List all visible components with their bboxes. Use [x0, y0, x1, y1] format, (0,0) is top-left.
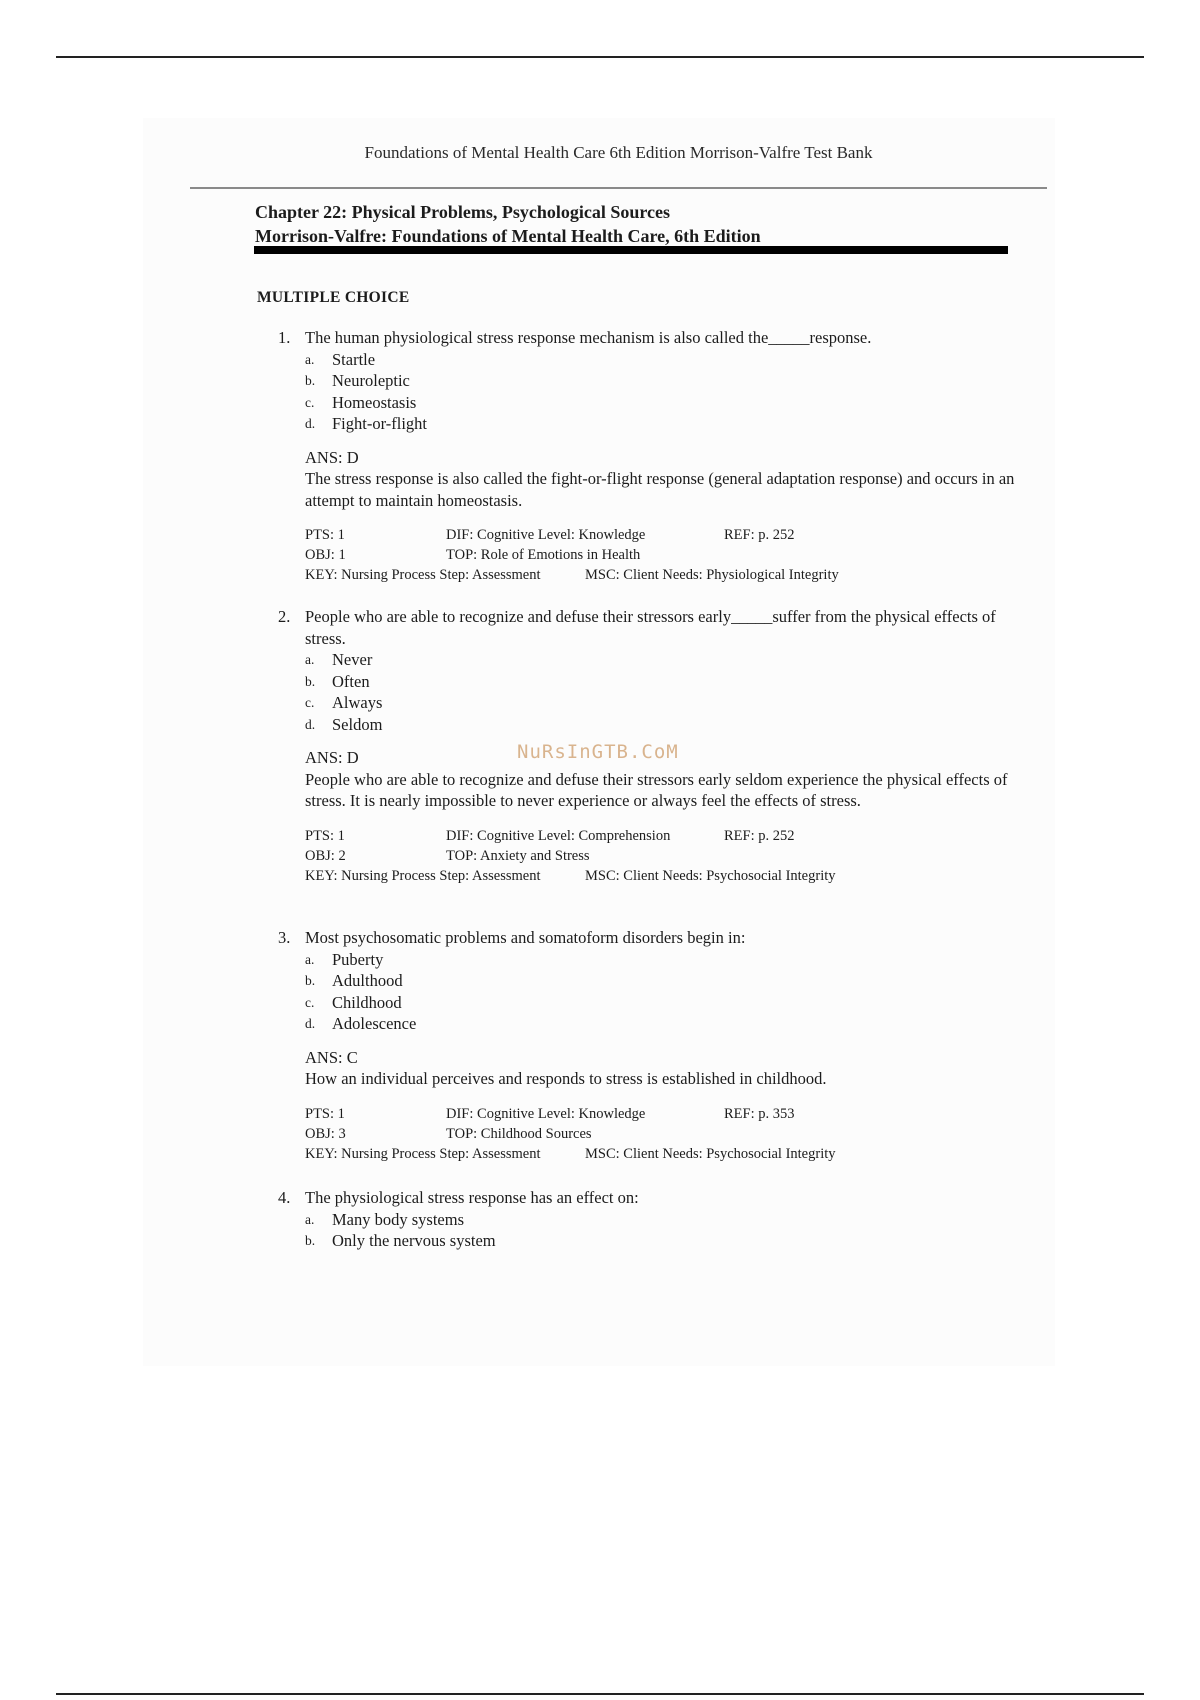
chapter-underline-bar [254, 246, 1008, 254]
option-c [305, 692, 1018, 714]
question-metadata [305, 525, 1018, 585]
key-field: KEY: Nursing Process Step: Assessment [305, 1145, 541, 1162]
option-a [305, 949, 1018, 971]
dif-field: DIF: Cognitive Level: Knowledge [446, 527, 646, 543]
option-c [305, 992, 1018, 1014]
question-stem [278, 327, 1018, 349]
question-metadata [305, 826, 1018, 886]
option-list [278, 1209, 1018, 1252]
option-letter: a. [305, 951, 315, 967]
option-letter: b. [305, 1233, 316, 1248]
question-number: 1. [278, 328, 291, 347]
option-list [278, 349, 1018, 435]
option-letter: d. [305, 416, 316, 431]
msc-field: MSC: Client Needs: Psychosocial Integrity [585, 1145, 836, 1162]
option-text: Adolescence [332, 1014, 417, 1033]
option-d [305, 1013, 1018, 1035]
top-field: TOP: Anxiety and Stress [446, 847, 590, 864]
answer-key: ANS: C [305, 1047, 358, 1067]
option-text: Childhood [332, 992, 402, 1012]
chapter-title: Chapter 22: Physical Problems, Psychological Sources [255, 202, 670, 222]
dif-field: DIF: Cognitive Level: Comprehension [446, 827, 671, 844]
option-text: Startle [332, 349, 376, 369]
option-a [305, 1209, 1018, 1231]
obj-field: OBJ: 2 [305, 847, 346, 864]
question-stem [278, 927, 1018, 949]
option-c [305, 392, 1018, 414]
option-letter: b. [305, 373, 316, 388]
top-field: TOP: Childhood Sources [446, 1125, 592, 1142]
option-text: Many body systems [332, 1209, 464, 1229]
question-number: 4. [278, 1188, 291, 1207]
page-top-rule [56, 56, 1144, 58]
option-text: Only the nervous system [332, 1231, 496, 1250]
chapter-heading [255, 200, 1007, 248]
question-text: The physiological stress response has an effect on: [305, 1188, 639, 1207]
option-letter: d. [305, 1016, 316, 1031]
obj-field: OBJ: 3 [305, 1125, 346, 1142]
option-list [278, 949, 1018, 1035]
header-divider [190, 187, 1047, 189]
option-d [305, 413, 1018, 435]
answer-key: ANS: D [305, 748, 359, 767]
option-d [305, 714, 1018, 736]
option-letter: d. [305, 716, 316, 732]
option-b [305, 671, 1018, 693]
option-text: Never [332, 650, 373, 669]
option-letter: a. [305, 351, 315, 367]
question-stem [278, 1187, 1018, 1209]
top-field: TOP: Role of Emotions in Health [446, 547, 641, 563]
option-b [305, 970, 1018, 992]
option-text: Neuroleptic [332, 371, 410, 390]
option-text: Often [332, 671, 370, 691]
dif-field: DIF: Cognitive Level: Knowledge [446, 1105, 646, 1122]
option-a [305, 649, 1018, 671]
pts-field: PTS: 1 [305, 1105, 345, 1122]
option-letter: a. [305, 1211, 315, 1227]
option-text: Seldom [332, 714, 383, 734]
option-list [278, 649, 1018, 735]
option-text: Fight-or-flight [332, 414, 427, 433]
msc-field: MSC: Client Needs: Psychosocial Integrity [585, 867, 836, 884]
question-number: 2. [278, 607, 291, 626]
question-stem [278, 606, 1018, 649]
key-field: KEY: Nursing Process Step: Assessment [305, 567, 541, 583]
option-letter: c. [305, 394, 315, 410]
option-letter: c. [305, 994, 315, 1010]
watermark: NuRsInGTB.CoM [517, 741, 679, 763]
ref-field: REF: p. 252 [724, 527, 795, 543]
option-text: Homeostasis [332, 392, 417, 412]
rationale: People who are able to recognize and defuse their stressors early seldom experience the physical effects of stress. It is nearly impossible to never experience or always feel the effects of stress. [305, 769, 1008, 810]
question-1 [278, 327, 1018, 585]
question-3 [278, 927, 1018, 1164]
option-b [305, 1230, 1018, 1252]
question-number: 3. [278, 928, 291, 947]
rationale: How an individual perceives and responds to stress is established in childhood. [305, 1069, 827, 1088]
option-letter: b. [305, 673, 316, 689]
option-letter: c. [305, 695, 315, 710]
msc-field: MSC: Client Needs: Physiological Integrity [585, 567, 839, 583]
obj-field: OBJ: 1 [305, 547, 346, 563]
option-letter: b. [305, 973, 316, 988]
option-letter: a. [305, 652, 315, 667]
question-4 [278, 1187, 1018, 1252]
question-text: People who are able to recognize and defuse their stressors early_____suffer from the physical effects of stress. [305, 607, 996, 648]
page-bottom-rule [56, 1693, 1144, 1695]
option-b [305, 370, 1018, 392]
question-text: The human physiological stress response mechanism is also called the_____response. [305, 328, 872, 347]
pts-field: PTS: 1 [305, 827, 345, 844]
running-header: Foundations of Mental Health Care 6th Edition Morrison-Valfre Test Bank [364, 143, 873, 162]
question-text: Most psychosomatic problems and somatoform disorders begin in: [305, 928, 746, 947]
key-field: KEY: Nursing Process Step: Assessment [305, 867, 541, 884]
question-metadata [305, 1104, 1018, 1164]
rationale: The stress response is also called the fight-or-flight response (general adaptation response) and occurs in an attempt to maintain homeostasis. [305, 469, 1015, 510]
option-a [305, 349, 1018, 371]
pts-field: PTS: 1 [305, 527, 345, 543]
option-text: Adulthood [332, 971, 403, 990]
option-text: Puberty [332, 949, 384, 969]
section-heading: MULTIPLE CHOICE [257, 289, 410, 306]
book-title: Morrison-Valfre: Foundations of Mental Health Care, 6th Edition [255, 226, 761, 246]
ref-field: REF: p. 252 [724, 827, 795, 844]
answer-key: ANS: D [305, 447, 359, 467]
ref-field: REF: p. 353 [724, 1105, 795, 1122]
option-text: Always [332, 693, 383, 712]
